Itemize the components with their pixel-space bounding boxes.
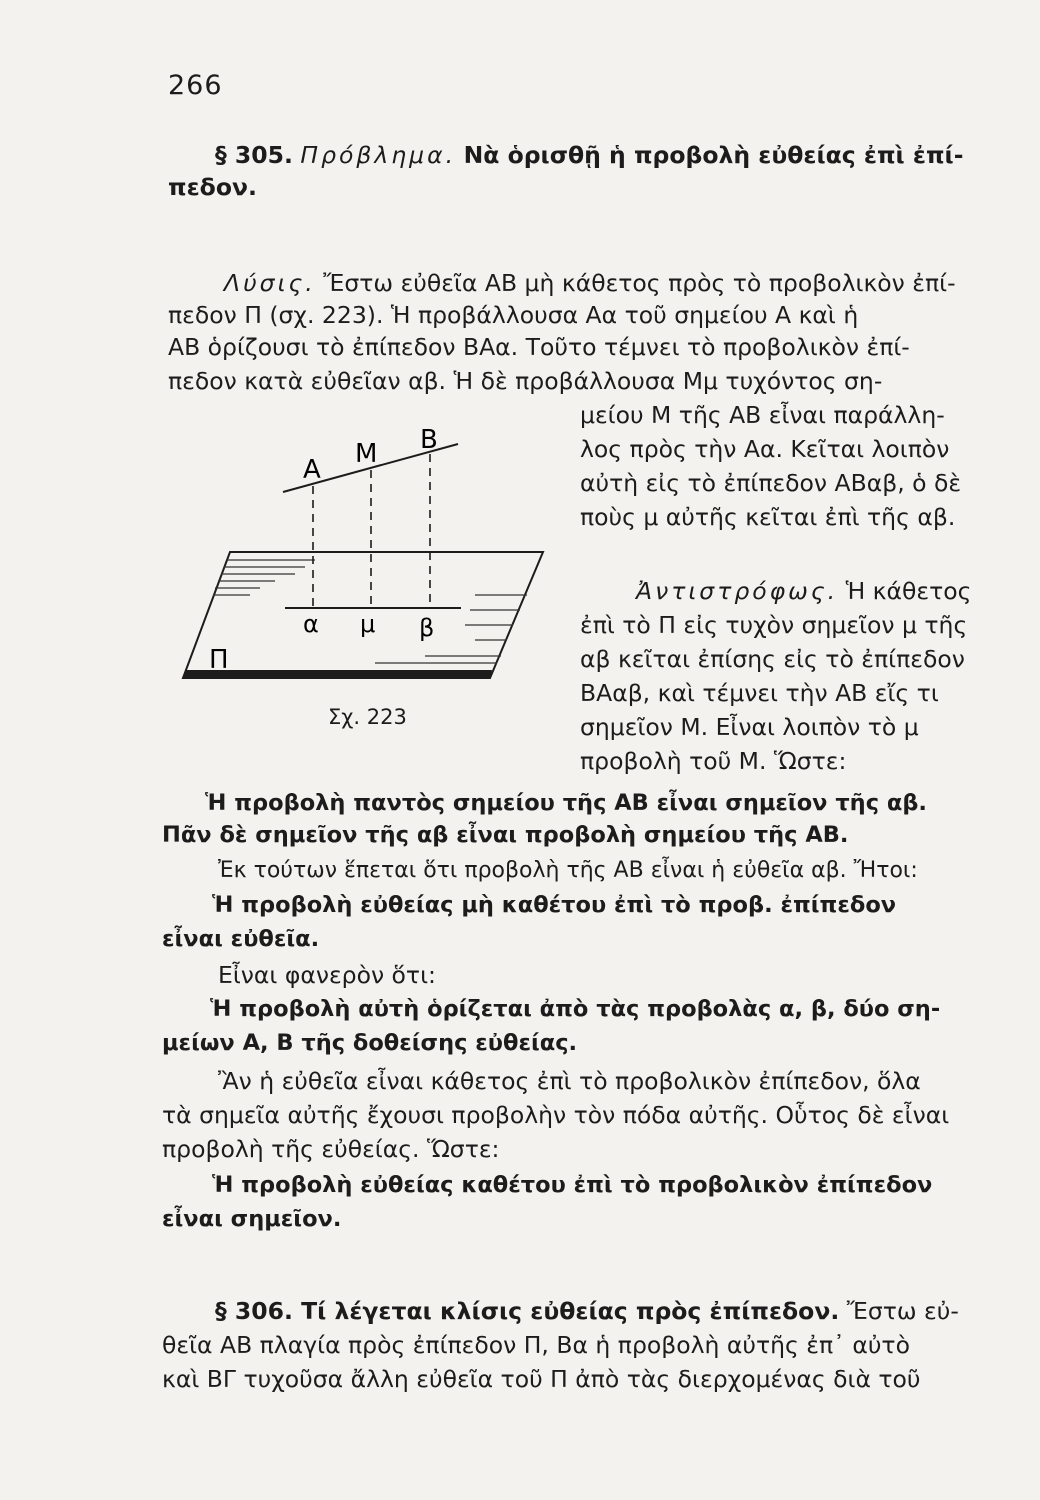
conversely-line-6: προβολὴ τοῦ Μ. Ὥστε: (580, 747, 847, 775)
theorem-4-line-1: Ἡ προβολὴ εὐθείας καθέτου ἐπὶ τὸ προβολικὸν ἐπίπεδον (212, 1172, 933, 1198)
conversely-line-3: αβ κεῖται ἐπίσης εἰς τὸ ἐπίπεδον (580, 645, 965, 673)
label-Pi: Π (209, 645, 229, 675)
label-M: Μ (355, 439, 378, 469)
section-305-heading (215, 140, 963, 170)
solution-line-6: λος πρὸς τὴν Αα. Κεῖται λοιπὸν (580, 435, 950, 463)
section-306-line-1 (215, 1296, 959, 1326)
solution-line-1 (224, 268, 956, 298)
theorem-4-line-2: εἶναι σημεῖον. (162, 1206, 342, 1232)
consequence-line: Ἐκ τούτων ἕπεται ὅτι προβολὴ τῆς ΑΒ εἶναι ἡ εὐθεῖα αβ. Ἤτοι: (218, 858, 918, 883)
theorem-2-line-1: Ἡ προβολὴ εὐθείας μὴ καθέτου ἐπὶ τὸ προβ. ἐπίπεδον (212, 892, 897, 918)
solution-line-7: αὐτὴ εἰς τὸ ἐπίπεδον ΑΒαβ, ὁ δὲ (580, 469, 962, 497)
theorem-3-line-1: Ἡ προβολὴ αὐτὴ ὁρίζεται ἀπὸ τὰς προβολὰς α, β, δύο ση- (210, 996, 941, 1022)
label-mu: μ (360, 610, 376, 638)
solution-word: Λύσις. (224, 269, 316, 297)
obvious-line: Εἶναι φανερὸν ὅτι: (218, 961, 436, 989)
figure-223 (175, 420, 565, 690)
problem-title-cont: πεδον. (168, 173, 257, 201)
problem-word: Πρόβλημα. (300, 141, 457, 169)
label-B: Β (420, 425, 438, 455)
section-306-heading: § 306. Τί λέγεται κλίσις εὐθείας πρὸς ἐπίπεδον. (215, 1297, 840, 1325)
conversely-line-5: σημεῖον Μ. Εἶναι λοιπὸν τὸ μ (580, 713, 919, 741)
theorem-2-line-2: εἶναι εὐθεῖα. (162, 926, 320, 952)
solution-line-2: πεδον Π (σχ. 223). Ἡ προβάλλουσα Αα τοῦ σημείου Α καὶ ἡ (168, 301, 859, 329)
solution-line-5: μείου Μ τῆς ΑΒ εἶναι παράλλη- (580, 401, 945, 429)
section-306-line-3: καὶ ΒΓ τυχοῦσα ἄλλη εὐθεῖα τοῦ Π ἀπὸ τὰς διερχομένας διὰ τοῦ (162, 1365, 921, 1393)
solution-text-1: Ἔστω εὐθεῖα ΑΒ μὴ κάθετος πρὸς τὸ προβολικὸν ἐπί- (323, 269, 956, 297)
perp-line-1: Ἂν ἡ εὐθεῖα εἶναι κάθετος ἐπὶ τὸ προβολικὸν ἐπίπεδον, ὅλα (218, 1067, 921, 1095)
label-alpha: α (303, 610, 319, 638)
problem-title: Νὰ ὁρισθῇ ἡ προβολὴ εὐθείας ἐπὶ ἐπί- (463, 141, 964, 169)
label-beta: β (419, 614, 435, 642)
conversely-line-4: ΒΑαβ, καὶ τέμνει τὴν ΑΒ εἴς τι (580, 679, 939, 707)
perp-line-3: προβολὴ τῆς εὐθείας. Ὥστε: (162, 1135, 500, 1163)
theorem-1-line-1: Ἡ προβολὴ παντὸς σημείου τῆς ΑΒ εἶναι σημεῖον τῆς αβ. (205, 790, 927, 816)
solution-line-3: ΑΒ ὁρίζουσι τὸ ἐπίπεδον ΒΑα. Τοῦτο τέμνει τὸ προβολικὸν ἐπί- (168, 333, 910, 361)
section-306-text-1: Ἔστω εὐ- (846, 1297, 959, 1325)
conversely-line-1 (636, 576, 971, 606)
label-A: Α (303, 455, 321, 485)
solution-line-4: πεδον κατὰ εὐθεῖαν αβ. Ἡ δὲ προβάλλουσα Μμ τυχόντος ση- (168, 367, 883, 395)
page-number: 266 (168, 70, 223, 101)
conversely-line-2: ἐπὶ τὸ Π εἰς τυχὸν σημεῖον μ τῆς (580, 611, 968, 639)
solution-line-8: ποὺς μ αὐτῆς κεῖται ἐπὶ τῆς αβ. (580, 503, 956, 531)
theorem-3-line-2: μείων Α, Β τῆς δοθείσης εὐθείας. (162, 1030, 578, 1056)
section-number: § 305. (215, 141, 293, 169)
perp-line-2: τὰ σημεῖα αὐτῆς ἔχουσι προβολὴν τὸν πόδα αὐτῆς. Οὗτος δὲ εἶναι (162, 1101, 950, 1129)
theorem-1-line-2: Πᾶν δὲ σημεῖον τῆς αβ εἶναι προβολὴ σημείου τῆς ΑΒ. (162, 822, 849, 848)
conversely-word: Ἀντιστρόφως. (636, 577, 839, 605)
conversely-text-1: Ἡ κάθετος (845, 577, 972, 605)
figure-caption: Σχ. 223 (328, 705, 407, 729)
section-306-line-2: θεῖα ΑΒ πλαγία πρὸς ἐπίπεδον Π, Βα ἡ προβολὴ αὐτῆς ἐπ᾿ αὐτὸ (162, 1331, 910, 1359)
